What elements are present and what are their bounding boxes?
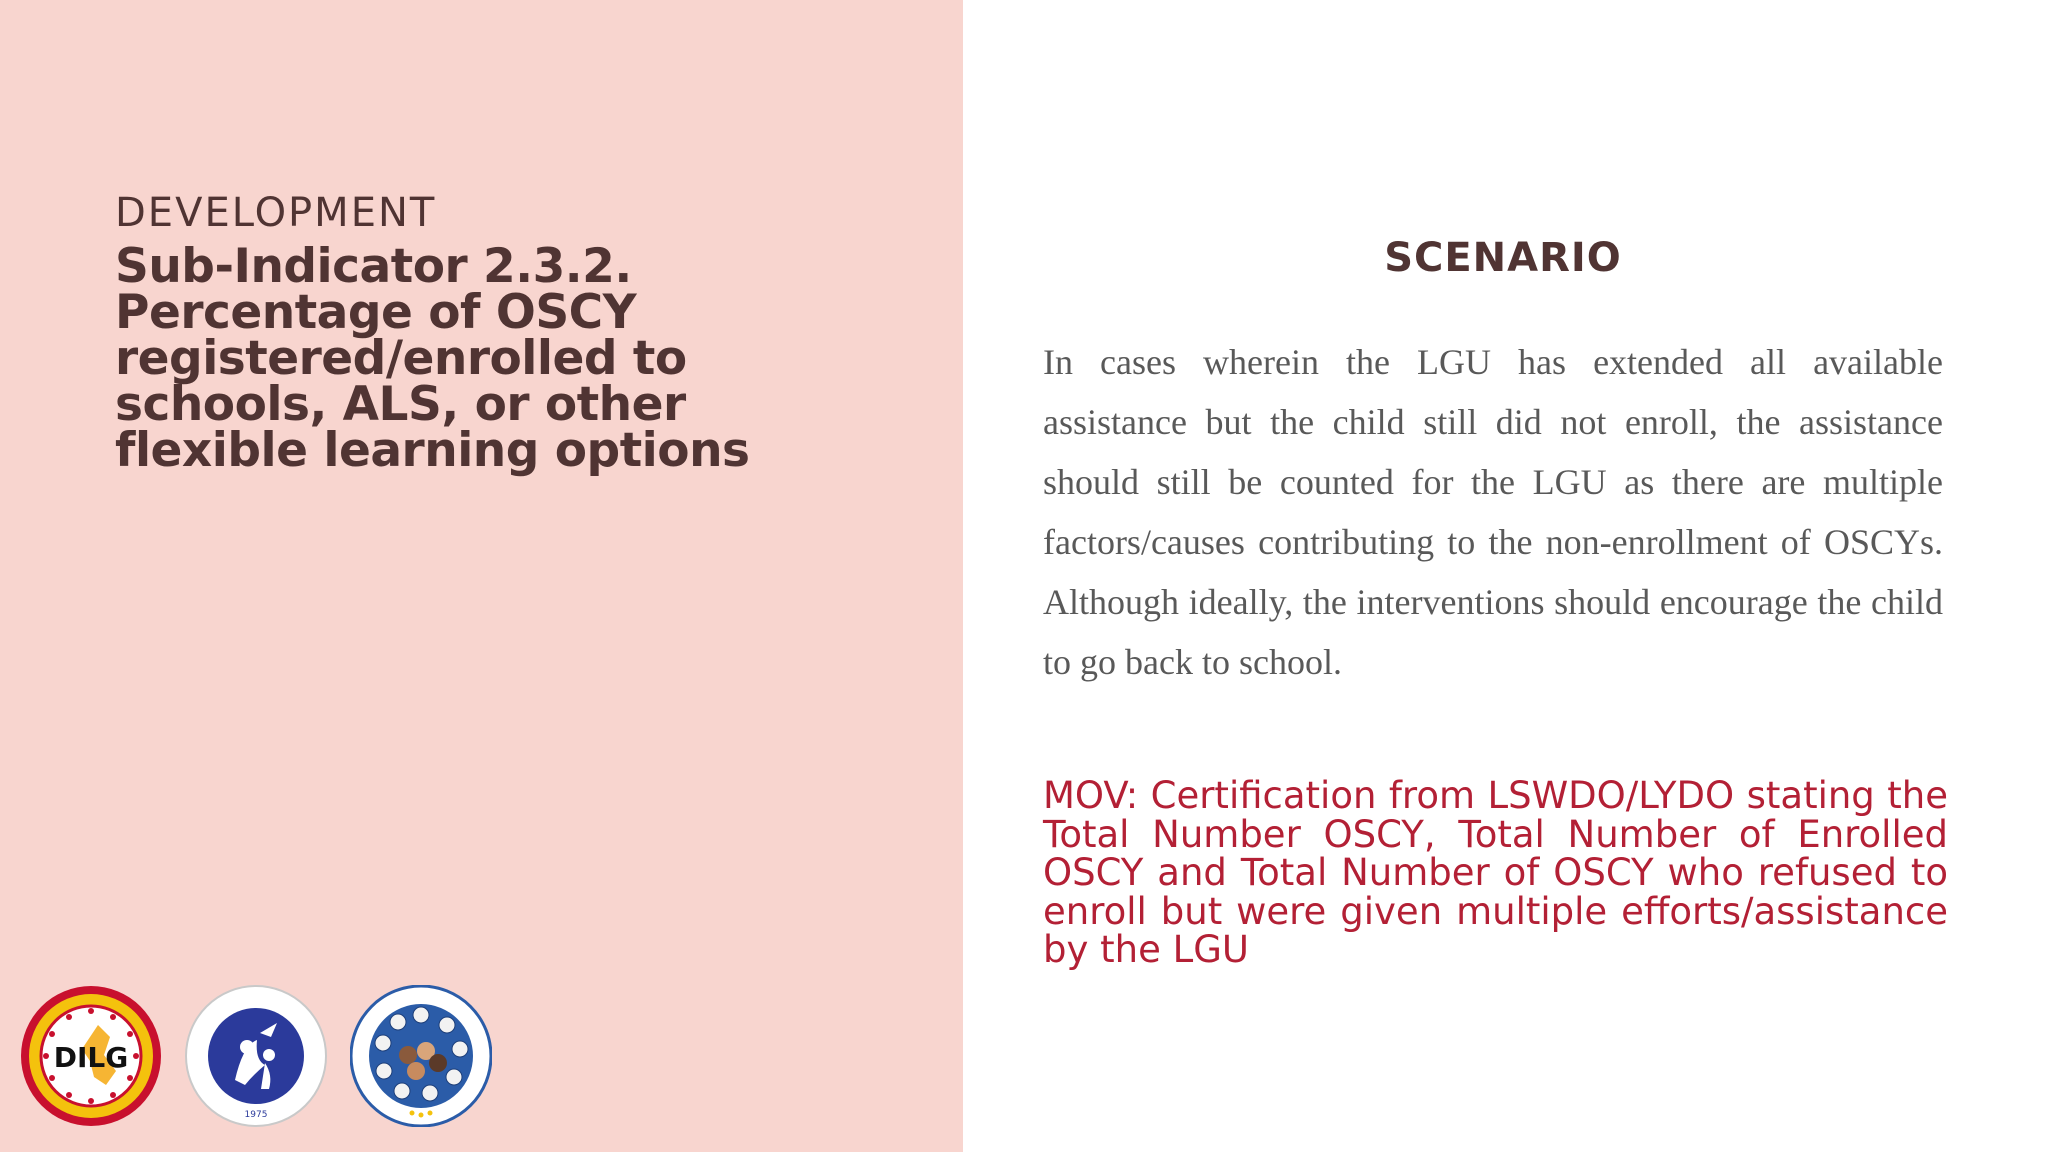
dilg-seal-text: DILG <box>53 1041 129 1074</box>
left-panel <box>0 0 963 1152</box>
scenario-heading: SCENARIO <box>1384 235 1622 281</box>
section-kicker: DEVELOPMENT <box>115 190 437 236</box>
logo-row <box>20 985 500 1130</box>
title-line: Percentage of OSCY <box>115 285 637 340</box>
sub-indicator-title <box>115 239 915 478</box>
cflg-seal-logo <box>350 985 492 1127</box>
cwc-seal-year: 1975 <box>244 1110 268 1120</box>
title-line: registered/enrolled to <box>115 331 687 386</box>
title-line: flexible learning options <box>115 423 750 478</box>
scenario-body-text: In cases wherein the LGU has extended all available assistance but the child still did not enroll, the assistance should still be counted for the LGU as there are multiple factors/causes contributing to the non-enrollment of OSCYs. Although ideally, the interventions should encourage the child to go back to school. <box>1043 342 1943 682</box>
title-line: schools, ALS, or other <box>115 377 686 432</box>
mov-text: MOV: Certification from LSWDO/LYDO stating the Total Number OSCY, Total Number of Enrolled OSCY and Total Number of OSCY who refused to enroll but were given multiple efforts/assistance by the LGU <box>1043 774 1948 971</box>
dilg-seal-logo <box>20 985 162 1127</box>
cwc-seal-logo <box>185 985 327 1127</box>
title-line: Sub-Indicator 2.3.2. <box>115 239 632 294</box>
